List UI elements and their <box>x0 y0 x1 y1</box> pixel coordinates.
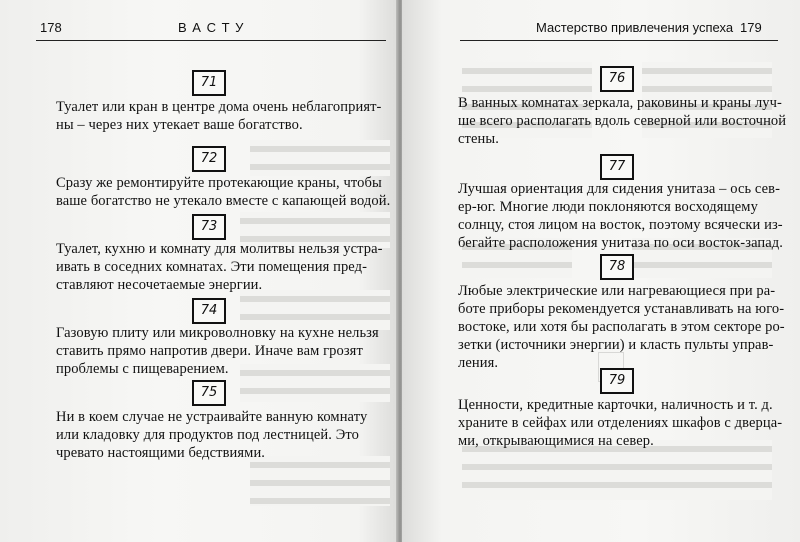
right-page <box>402 0 800 542</box>
tip-text-line: ивать в соседних комнатах. Эти помещения пред- <box>56 259 368 275</box>
tip-text-line: ваше богатство не утекало вместе с капающей водой. <box>56 193 391 209</box>
show-through-texture <box>250 140 390 176</box>
show-through-texture <box>240 364 390 402</box>
tip-text-line: бегайте расположения унитаза по оси восток-запад. <box>458 235 784 251</box>
show-through-texture <box>300 66 390 102</box>
tip-text-line: ми, открывающимися на север. <box>458 433 654 449</box>
tip-text-line: или кладовку для продуктов под лестницей. Это <box>56 427 359 443</box>
left-header-rule <box>36 40 386 41</box>
tip-number-box: 75 <box>192 380 226 406</box>
tip-number-box: 78 <box>600 254 634 280</box>
tip-number-box: 72 <box>192 146 226 172</box>
tip-text-line: Ценности, кредитные карточки, наличность и т. д. <box>458 397 773 413</box>
tip-number-box: 77 <box>600 154 634 180</box>
tip-text-line: зетки (источники энергии) и класть пульты управ- <box>458 337 774 353</box>
tip-number-box: 71 <box>192 70 226 96</box>
left-page <box>0 0 398 542</box>
tip-text-line: Ни в коем случае не устраивайте ванную комнату <box>56 409 368 425</box>
tip-text-line: ше всего располагать вдоль северной или восточной <box>458 113 787 129</box>
right-page-number: 179 <box>740 20 762 35</box>
tip-text-line: ставить прямо напротив двери. Иначе вам грозят <box>56 343 363 359</box>
left-page-number: 178 <box>40 20 62 35</box>
tip-text-line: проблемы с пищеварением. <box>56 361 229 377</box>
tip-text-line: боте приборы рекомендуется устанавливать на юго- <box>458 301 785 317</box>
tip-text-line: Любые электрические или нагревающиеся при ра- <box>458 283 776 299</box>
tip-text-line: В ванных комнатах зеркала, раковины и краны луч- <box>458 95 782 111</box>
left-running-title: В А С Т У <box>178 20 245 35</box>
tip-text-line: ны – через них утекает ваше богатство. <box>56 117 303 133</box>
tip-number-box: 73 <box>192 214 226 240</box>
right-running-title: Мастерство привлечения успеха <box>536 20 734 35</box>
tip-number-box: 79 <box>600 368 634 394</box>
tip-text-line: Газовую плиту или микроволновку на кухне нельзя <box>56 325 379 341</box>
tip-text-line: ления. <box>458 355 499 371</box>
show-through-texture <box>250 456 390 506</box>
tip-number-box: 74 <box>192 298 226 324</box>
tip-text-line: чревато настоящими бедствиями. <box>56 445 266 461</box>
tip-text-line: Туалет или кран в центре дома очень неблагоприят- <box>56 99 382 115</box>
tip-text-line: стены. <box>458 131 499 147</box>
tip-text-line: храните в сейфах или отделениях шкафов с дверца- <box>458 415 783 431</box>
tip-text-line: солнцу, стоя лицом на восток, поэтому всячески из- <box>458 217 783 233</box>
tip-number-box: 76 <box>600 66 634 92</box>
tip-text-line: Лучшая ориентация для сидения унитаза – ось сев- <box>458 181 781 197</box>
tip-text-line: Сразу же ремонтируйте протекающие краны, чтобы <box>56 175 382 191</box>
tip-text-line: востоке, или хотя бы располагать в этом секторе ро- <box>458 319 785 335</box>
tip-text-line: ер-юг. Многие люди поклоняются восходящему <box>458 199 758 215</box>
tip-text-line: ставляют несочетаемые энергии. <box>56 277 263 293</box>
right-header-rule <box>460 40 778 41</box>
tip-text-line: Туалет, кухню и комнату для молитвы нельзя устра- <box>56 241 383 257</box>
